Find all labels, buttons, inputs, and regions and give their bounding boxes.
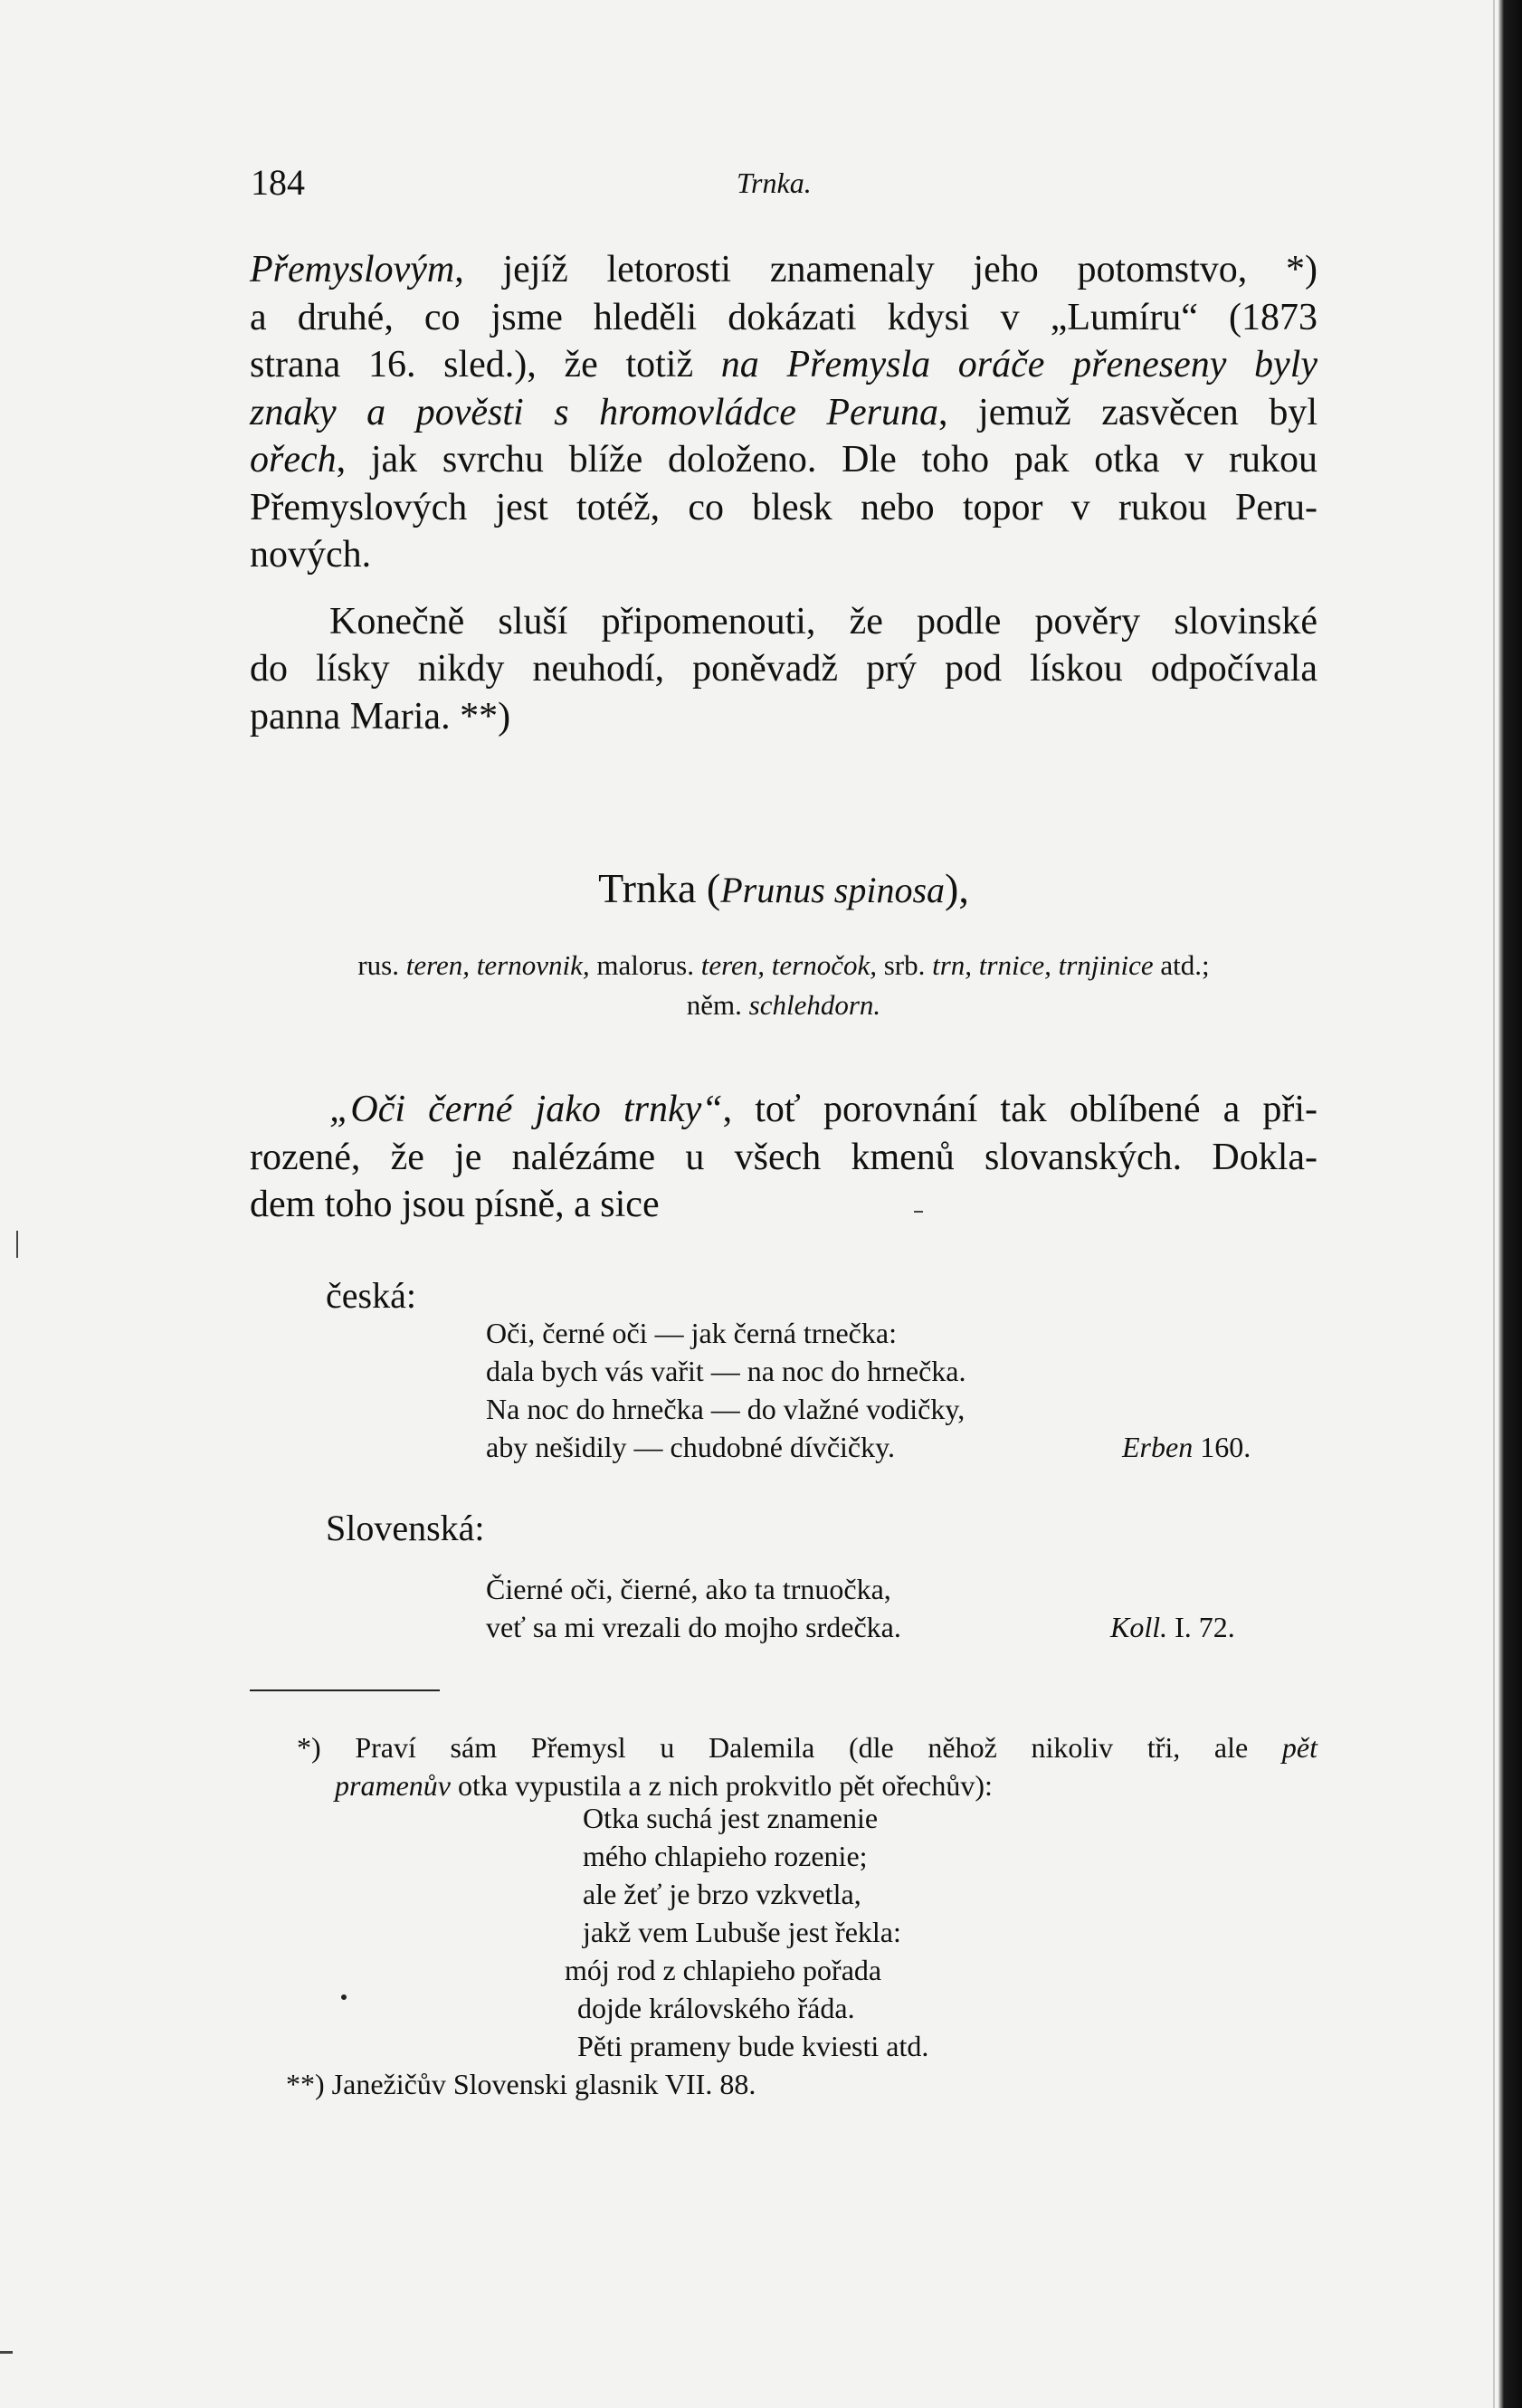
text-span: , toť porovnání tak oblíbené a při- [722,1089,1317,1130]
verse-line: Čierné oči, čierné, ako ta trnuočka, [486,1573,891,1605]
verse-label-ceska: česká: [326,1275,416,1316]
footnote-rule [250,1689,440,1691]
text-span: *) Praví sám Přemysl u Dalemila (dle něhož nikoliv tři, ale [297,1731,1282,1764]
text-span: strana 16. sled.), že totiž [250,344,721,385]
text-line: rozené, že je nalézáme u všech kmenů slovanských. Dokla- [250,1136,1317,1178]
italic-text: znaky a pověsti s hromovládce Peruna [250,391,939,433]
verse-line: Oči, černé oči — jak černá trnečka: [486,1317,897,1349]
text-line: Přemyslových jest totéž, co blesk nebo topor v rukou Peru- [250,486,1317,528]
italic-text: pramenův [335,1769,451,1802]
italic-text: teren, ternočok, [700,949,877,981]
verse-line: aby nešidily — chudobné dívčičky. [486,1431,896,1463]
verse-source [1110,1608,1235,1646]
text-span: 160. [1193,1431,1251,1463]
text-line: a druhé, co jsme hleděli dokázati kdysi v „Lumíru“ (1873 [250,296,1317,338]
footnote-verse-line: dojde královského řáda. [577,1992,855,2024]
text-span: , jemuž zasvěcen byl [938,391,1317,433]
text-line [250,246,1317,294]
section-title-text: Trnka [598,865,697,911]
text-line: Konečně sluší připomenouti, že podle pověry slovinské [329,600,1317,642]
text-line: do lísky nikdy neuhodí, poněvadž prý pod lískou odpočívala [250,648,1317,690]
footnote-verse-line: jakž vem Lubuše jest řekla: [583,1916,901,1948]
page-header [251,161,1291,206]
text-span: malorus. [589,949,701,981]
scan-mark [16,1231,18,1258]
italic-text: na Přemysla oráče přeneseny byly [720,344,1318,385]
main-text [250,246,1317,740]
section-title [250,864,1317,912]
verse-ceska [486,1314,1300,1466]
page-edge-line [1493,0,1495,2408]
text-line: nových. [250,534,372,576]
paragraph-1 [250,246,1317,579]
verse-line: Na noc do hrnečka — do vlažné vodičky, [486,1393,966,1425]
footnote-verse-line: Otka suchá jest znamenie [583,1802,879,1834]
text-span: srb. [876,949,933,981]
text-span: , jak svrchu blíže doloženo. Dle toho pak otka v rukou [336,439,1317,481]
text-span: něm. [686,989,749,1021]
italic-text: Přemyslovým [250,249,455,290]
paragraph-2 [250,598,1317,741]
text-line [250,1086,1317,1134]
latin-name: Prunus spinosa [720,870,946,910]
verse-label-slovenska: Slovenská: [326,1508,485,1548]
text-line [250,389,1317,437]
text-span: atd.; [1153,949,1210,981]
paragraph-3 [250,1086,1317,1229]
italic-text: Oči černé jako trnky [350,1089,702,1130]
italic-text: teren, ternovnik, [405,949,590,981]
text-span: rus. [357,949,406,981]
italic-text: “ [701,1089,723,1130]
footnote-verse-line: mého chlapieho rozenie; [583,1840,868,1872]
text-span: , jejíž letorosti znamenaly jeho potomstvo, *) [454,249,1317,290]
scan-mark [0,2351,13,2354]
text-span: ), [945,865,969,911]
scan-speck [341,1994,347,2000]
text-line: dem toho jsou písně, a sice [250,1184,660,1225]
verse-source [1122,1428,1251,1466]
italic-text: Erben [1122,1431,1194,1463]
synonyms [250,946,1317,1025]
scan-border [1498,0,1522,2408]
footnote-verse-line: mój rod z chlapieho pořada [565,1954,882,1986]
verse-slovenska [486,1570,1300,1646]
italic-text: pět [1281,1731,1317,1764]
italic-text: ořech [250,439,337,481]
running-head: Trnka. [737,167,812,199]
footnote-2: **) Janežičův Slovenski glasnik VII. 88. [286,2068,756,2100]
page-number: 184 [251,162,305,203]
scan-mark [914,1211,923,1213]
footnote-1-line [250,1728,1317,1766]
verse-line: veť sa mi vrezali do mojho srdečka. [486,1611,901,1643]
text-line [250,436,1317,484]
text-span: I. 72. [1167,1611,1235,1643]
text-line: panna Maria. **) [250,695,511,738]
text-span: otka vypustila a z nich prokvitlo pět ořechův): [450,1769,993,1802]
italic-text: Koll. [1110,1611,1168,1643]
italic-text: trn, trnice, trnjinice [932,949,1154,981]
italic-text: schlehdorn. [748,989,881,1021]
text-span: ( [696,865,721,911]
verse-line: dala bych vás vařit — na noc do hrnečka. [486,1355,966,1387]
paragraph-3-wrap [250,1086,1317,1229]
footnote-verse-line: ale žeť je brzo vzkvetla, [583,1878,861,1910]
text-line [250,341,1317,389]
italic-text: „ [329,1089,351,1130]
footnotes [250,1728,1317,2103]
footnote-verse-line: Pěti prameny bude kviesti atd. [577,2030,929,2062]
